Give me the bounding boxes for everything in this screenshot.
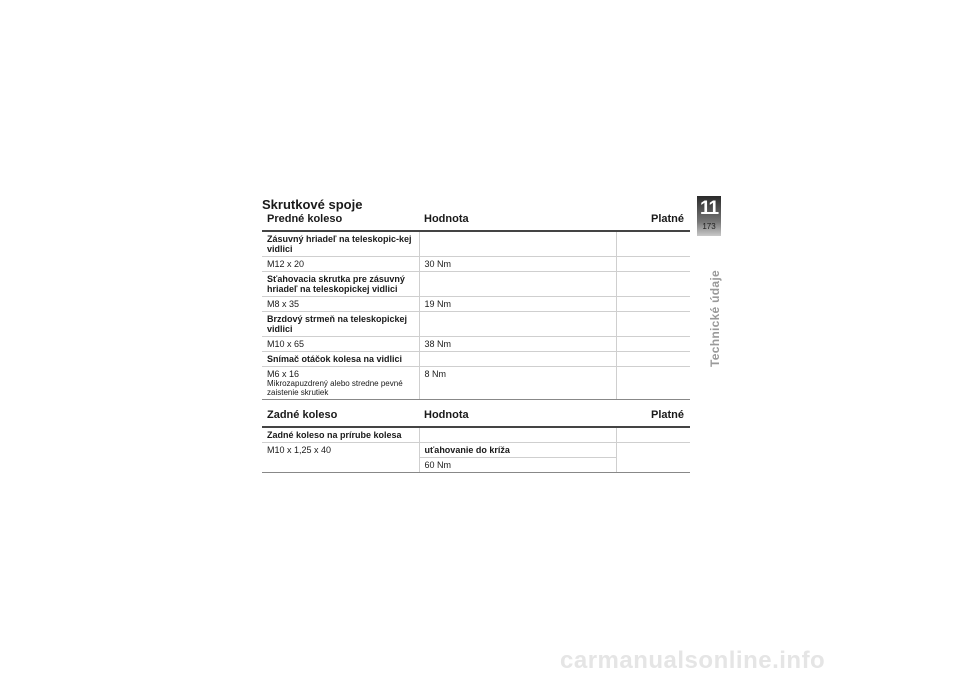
rear-wheel-table [262,404,690,473]
table-row [262,312,690,337]
table-row [262,297,690,312]
item-value-label: uťahovanie do kríža [419,443,616,458]
item-spec: M10 x 65 [262,337,419,352]
item-spec: M8 x 35 [262,297,419,312]
item-title: Snímač otáčok kolesa na vidlici [262,352,419,367]
header-valid: Platné [616,404,690,427]
item-value: 8 Nm [419,367,616,400]
item-spec: M12 x 20 [262,257,419,272]
item-spec: M10 x 1,25 x 40 [262,443,419,473]
chapter-label: Technické údaje [708,270,722,367]
item-value: 38 Nm [419,337,616,352]
table-row [262,367,690,400]
watermark: carmanualsonline.info [560,647,826,674]
table-row [262,257,690,272]
table-row [262,352,690,367]
header-front-wheel: Predné koleso [262,208,419,231]
item-title: Sťahovacia skrutka pre zásuvný hriadeľ na teleskopickej vidlici [262,272,419,297]
item-value: 60 Nm [419,458,616,473]
table-row [262,443,690,458]
header-value: Hodnota [419,404,616,427]
table-row [262,427,690,443]
table-row [262,337,690,352]
chapter-tab [697,196,721,236]
item-note: Mikrozapuzdrený alebo stredne pevné zaistenie skrutiek [267,379,403,397]
item-value: 30 Nm [419,257,616,272]
table-row [262,272,690,297]
item-title: Zadné koleso na prírube kolesa [262,427,419,443]
front-wheel-table [262,208,690,400]
item-title: Brzdový strmeň na teleskopickej vidlici [262,312,419,337]
chapter-number: 11 [699,198,719,219]
header-valid: Platné [616,208,690,231]
item-spec: M6 x 16 [267,369,300,379]
item-value: 19 Nm [419,297,616,312]
header-rear-wheel: Zadné koleso [262,404,419,427]
page-number: 173 [702,222,716,231]
item-title: Zásuvný hriadeľ na teleskopic-kej vidlici [262,231,419,257]
table-row [262,231,690,257]
header-value: Hodnota [419,208,616,231]
section-title: Skrutkové spoje [262,197,363,212]
